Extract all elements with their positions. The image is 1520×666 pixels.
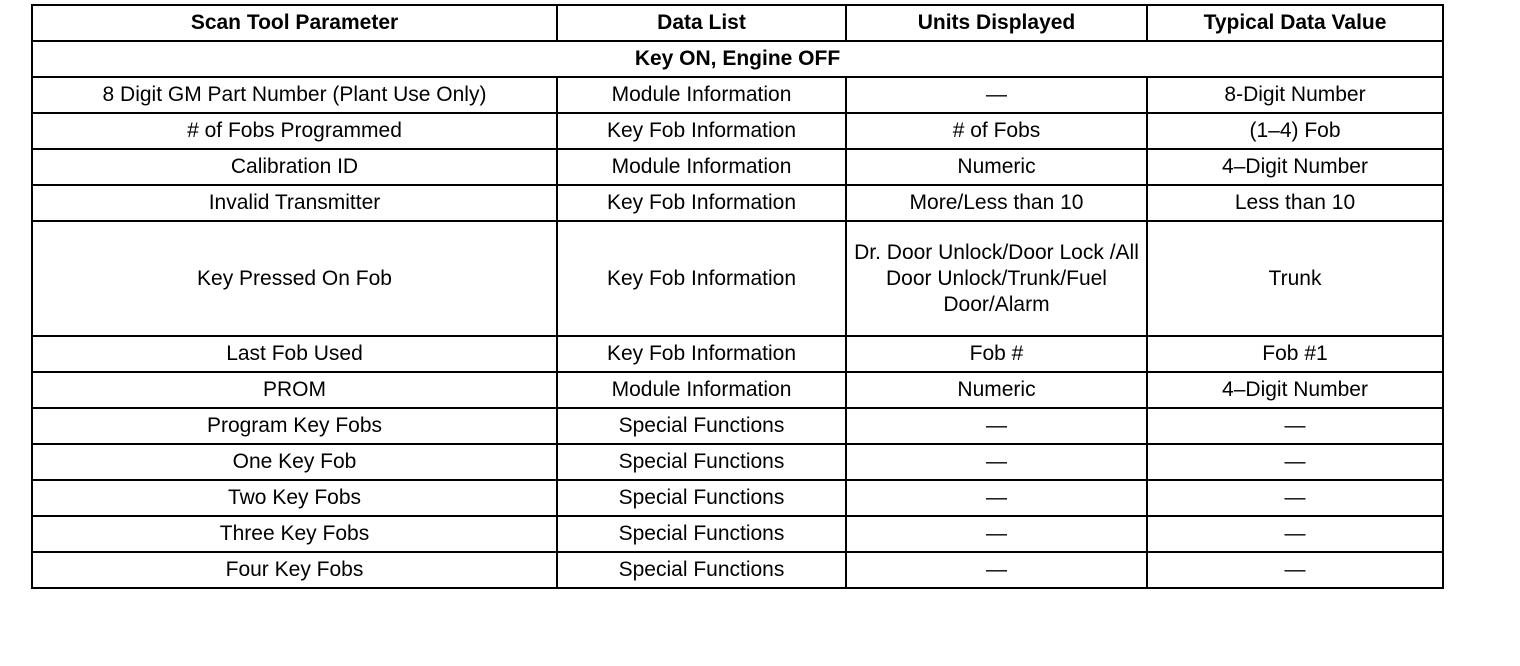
cell-parameter: PROM xyxy=(32,372,557,408)
table-row xyxy=(32,149,1443,185)
header-scan-tool-parameter: Scan Tool Parameter xyxy=(32,5,557,41)
table-row xyxy=(32,372,1443,408)
scan-tool-data-table xyxy=(31,4,1444,589)
cell-parameter: Calibration ID xyxy=(32,149,557,185)
cell-typical: 4–Digit Number xyxy=(1147,372,1443,408)
cell-typical: — xyxy=(1147,552,1443,588)
cell-typical: 8-Digit Number xyxy=(1147,77,1443,113)
cell-data-list: Key Fob Information xyxy=(557,185,846,221)
cell-data-list: Module Information xyxy=(557,372,846,408)
cell-units: Numeric xyxy=(846,149,1147,185)
table-row xyxy=(32,480,1443,516)
cell-typical: (1–4) Fob xyxy=(1147,113,1443,149)
table-row xyxy=(32,113,1443,149)
cell-units: — xyxy=(846,77,1147,113)
cell-data-list: Special Functions xyxy=(557,516,846,552)
cell-data-list: Special Functions xyxy=(557,408,846,444)
header-typical-data-value: Typical Data Value xyxy=(1147,5,1443,41)
table-row xyxy=(32,77,1443,113)
cell-typical: Less than 10 xyxy=(1147,185,1443,221)
cell-typical: — xyxy=(1147,516,1443,552)
cell-typical: Fob #1 xyxy=(1147,336,1443,372)
cell-parameter: One Key Fob xyxy=(32,444,557,480)
cell-data-list: Key Fob Information xyxy=(557,113,846,149)
cell-parameter: Three Key Fobs xyxy=(32,516,557,552)
cell-units: — xyxy=(846,516,1147,552)
cell-data-list: Key Fob Information xyxy=(557,336,846,372)
cell-units: — xyxy=(846,408,1147,444)
cell-data-list: Key Fob Information xyxy=(557,221,846,336)
table-row xyxy=(32,408,1443,444)
cell-parameter: Invalid Transmitter xyxy=(32,185,557,221)
cell-parameter: Two Key Fobs xyxy=(32,480,557,516)
table-row xyxy=(32,444,1443,480)
cell-parameter: Program Key Fobs xyxy=(32,408,557,444)
cell-data-list: Special Functions xyxy=(557,480,846,516)
cell-units: Dr. Door Unlock/Door Lock /All Door Unlock/Trunk/Fuel Door/Alarm xyxy=(846,221,1147,336)
cell-parameter: Last Fob Used xyxy=(32,336,557,372)
cell-parameter: Key Pressed On Fob xyxy=(32,221,557,336)
cell-data-list: Module Information xyxy=(557,77,846,113)
cell-parameter: Four Key Fobs xyxy=(32,552,557,588)
header-data-list: Data List xyxy=(557,5,846,41)
header-units-displayed: Units Displayed xyxy=(846,5,1147,41)
table-row xyxy=(32,336,1443,372)
section-row xyxy=(32,41,1443,77)
cell-units: — xyxy=(846,444,1147,480)
cell-typical: — xyxy=(1147,408,1443,444)
cell-units: — xyxy=(846,480,1147,516)
cell-data-list: Special Functions xyxy=(557,552,846,588)
cell-units: — xyxy=(846,552,1147,588)
section-title: Key ON, Engine OFF xyxy=(32,41,1443,77)
cell-data-list: Module Information xyxy=(557,149,846,185)
header-row xyxy=(32,5,1443,41)
cell-units: More/Less than 10 xyxy=(846,185,1147,221)
cell-data-list: Special Functions xyxy=(557,444,846,480)
table-row xyxy=(32,516,1443,552)
table-row xyxy=(32,221,1443,336)
cell-typical: — xyxy=(1147,444,1443,480)
cell-units: Numeric xyxy=(846,372,1147,408)
table-row xyxy=(32,552,1443,588)
cell-typical: Trunk xyxy=(1147,221,1443,336)
cell-units: Fob # xyxy=(846,336,1147,372)
cell-parameter: # of Fobs Programmed xyxy=(32,113,557,149)
cell-parameter: 8 Digit GM Part Number (Plant Use Only) xyxy=(32,77,557,113)
cell-typical: — xyxy=(1147,480,1443,516)
table-row xyxy=(32,185,1443,221)
cell-units: # of Fobs xyxy=(846,113,1147,149)
cell-typical: 4–Digit Number xyxy=(1147,149,1443,185)
